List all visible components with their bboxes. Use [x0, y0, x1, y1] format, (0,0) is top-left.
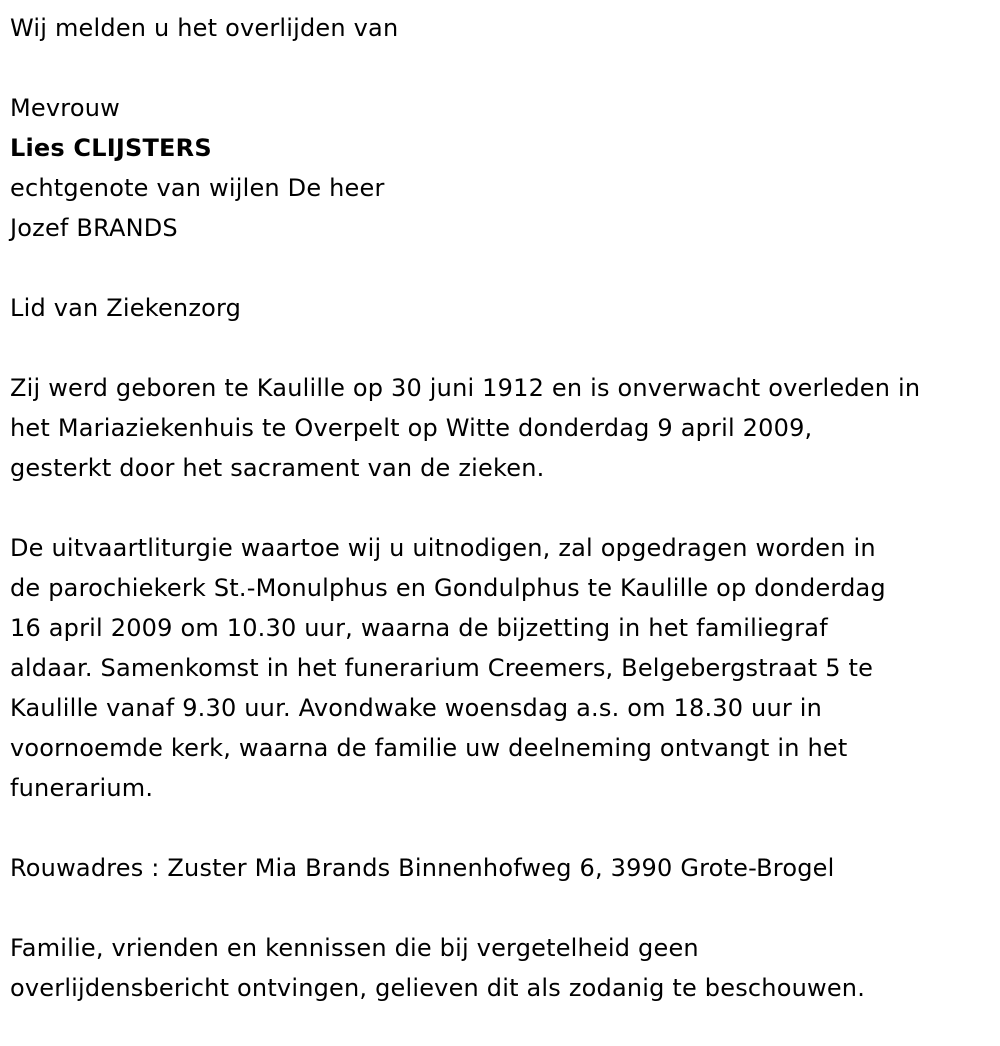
birth-death-paragraph [10, 368, 990, 488]
blank-line [10, 808, 990, 848]
deceased-name: Lies CLIJSTERS [10, 134, 212, 162]
paragraph-line: aldaar. Samenkomst in het funerarium Creemers, Belgebergstraat 5 te [10, 654, 874, 682]
paragraph-line: Familie, vrienden en kennissen die bij vergetelheid geen [10, 934, 699, 962]
deceased-title: Mevrouw [10, 94, 120, 122]
paragraph-line: De uitvaartliturgie waartoe wij u uitnodigen, zal opgedragen worden in [10, 534, 876, 562]
blank-line [10, 488, 990, 528]
paragraph-line: het Mariaziekenhuis te Overpelt op Witte donderdag 9 april 2009, [10, 414, 813, 442]
spouse-label: echtgenote van wijlen De heer [10, 174, 385, 202]
spouse-name: Jozef BRANDS [10, 214, 178, 242]
paragraph-line: gesterkt door het sacrament van de zieken. [10, 454, 545, 482]
blank-line [10, 328, 990, 368]
paragraph-line: de parochiekerk St.-Monulphus en Gondulphus te Kaulille op donderdag [10, 574, 886, 602]
closing-paragraph [10, 928, 990, 1008]
funeral-paragraph [10, 528, 990, 808]
blank-line [10, 248, 990, 288]
mourning-address: Rouwadres : Zuster Mia Brands Binnenhofweg 6, 3990 Grote-Brogel [10, 854, 835, 882]
membership-text: Lid van Ziekenzorg [10, 294, 242, 322]
paragraph-line: funerarium. [10, 774, 154, 802]
paragraph-line: voornoemde kerk, waarna de familie uw deelneming ontvangt in het [10, 734, 848, 762]
paragraph-line: overlijdensbericht ontvingen, gelieven dit als zodanig te beschouwen. [10, 974, 866, 1002]
paragraph-line: 16 april 2009 om 10.30 uur, waarna de bijzetting in het familiegraf [10, 614, 828, 642]
paragraph-line: Zij werd geboren te Kaulille op 30 juni 1912 en is onverwacht overleden in [10, 374, 921, 402]
paragraph-line: Kaulille vanaf 9.30 uur. Avondwake woensdag a.s. om 18.30 uur in [10, 694, 823, 722]
intro-text: Wij melden u het overlijden van [10, 14, 399, 42]
blank-line [10, 48, 990, 88]
blank-line [10, 888, 990, 928]
